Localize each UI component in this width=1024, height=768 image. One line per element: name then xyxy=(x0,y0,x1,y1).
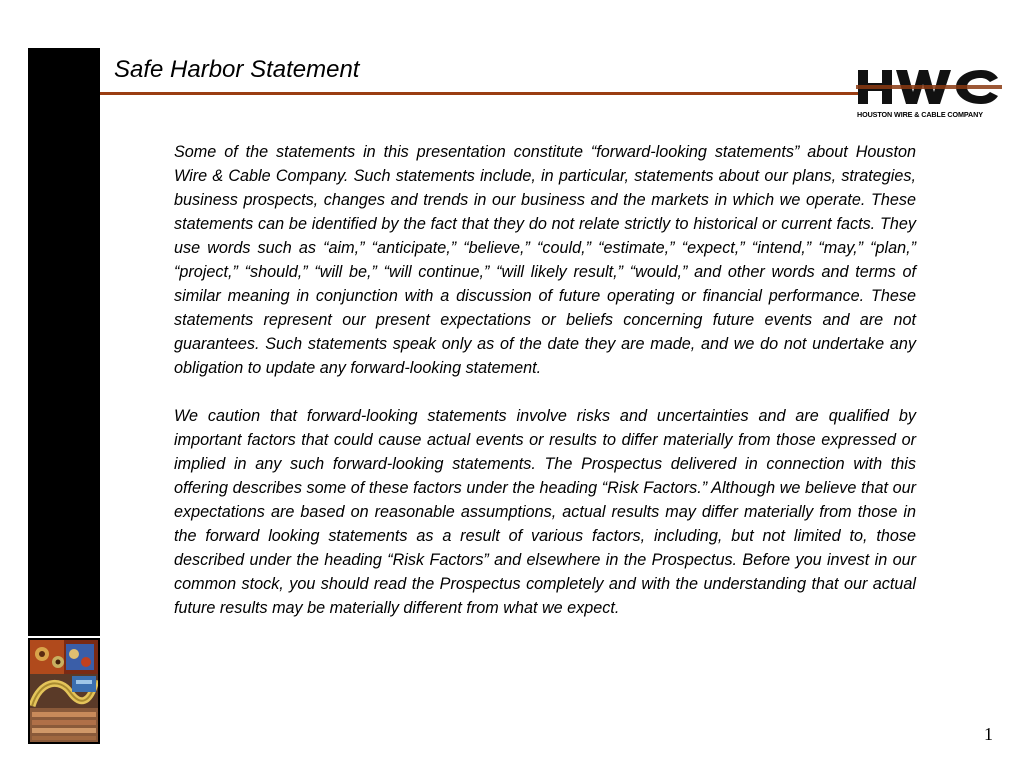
paragraph-caution: We caution that forward-looking statements involve risks and uncertainties and are qualified by important factors that could cause actual events or results to differ materially from those expressed or implied in any such forward-looking statements. The Prospectus delivered in connection with this offering describes some of these factors under the heading “Risk Factors.” Although we believe that our expectations are based on reasonable assumptions, actual results may differ materially from those in the forward looking statements as a result of various factors, including, but not limited to, those described under the heading “Risk Factors” and elsewhere in the Prospectus. Before you invest in our common stock, you should read the Prospectus completely and with the understanding that our actual future results may be materially different from what we expect. xyxy=(174,407,916,617)
paragraph-forward-looking: Some of the statements in this presentation constitute “forward-looking statements” about Houston Wire & Cable Company. Such statements include, in particular, statements about our plans, strategies, business prospects, changes and trends in our business and the markets in which we operate. These statements can be identified by the fact that they do not relate strictly to historical or current facts. They use words such as “aim,” “anticipate,” “believe,” “could,” “estimate,” “expect,” “intend,” “may,” “plan,” “project,” “should,” “will be,” “will continue,” “will likely result,” “would,” and other words and terms of similar meaning in conjunction with a discussion of future operating or financial performance. These statements represent our present expectations or beliefs concerning future events and are not guarantees. Such statements speak only as of the date they are made, and we do not undertake any obligation to update any forward-looking statement. xyxy=(174,143,916,377)
cable-photo-image xyxy=(30,640,98,742)
slide-title: Safe Harbor Statement xyxy=(114,56,360,83)
safe-harbor-body xyxy=(174,140,916,644)
cable-photo-collage xyxy=(28,638,100,744)
hwc-wordmark-icon xyxy=(856,66,1002,108)
page-number: 1 xyxy=(984,724,993,744)
left-sidebar-bar xyxy=(28,48,100,636)
company-name-text: HOUSTON WIRE & CABLE COMPANY xyxy=(857,110,983,119)
title-divider xyxy=(100,92,860,95)
